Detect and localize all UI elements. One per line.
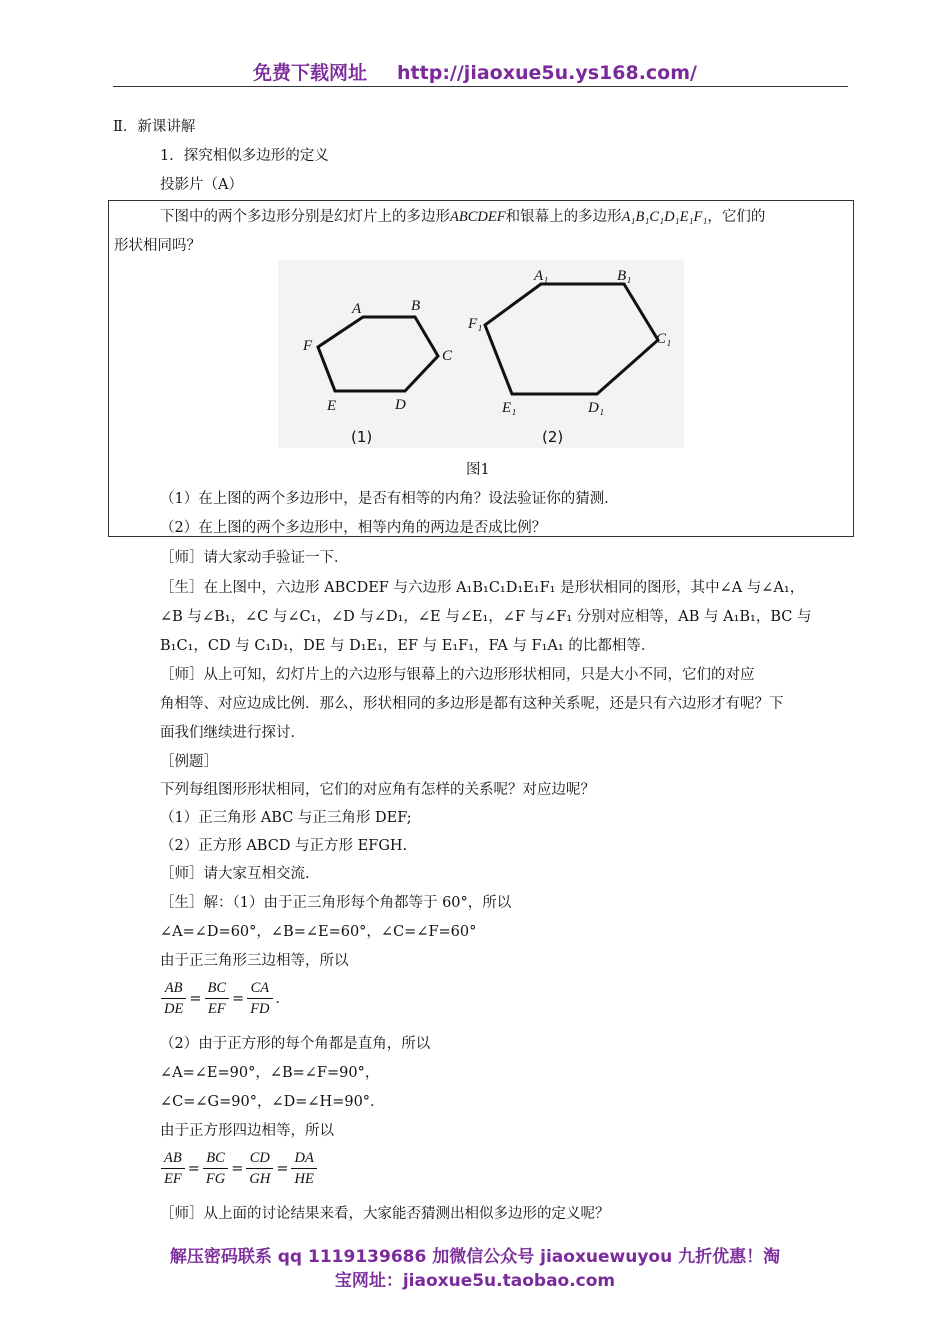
label-large-A: A₁: [534, 268, 549, 284]
student-solution-1: ［生］解：（1）由于正三角形每个角都等于 60°，所以: [160, 895, 512, 911]
square-angles-text: （2）由于正方形的每个角都是直角，所以: [160, 1036, 431, 1052]
intro-text-b: 和银幕上的多边形: [505, 209, 622, 225]
label-large-B: B₁: [617, 268, 632, 284]
teacher-line-2c: 面我们继续进行探讨．: [160, 725, 305, 741]
equals-sign: =: [187, 1160, 200, 1177]
label-figure-1: (1): [351, 428, 373, 446]
fraction-equation-2: [160, 1148, 318, 1189]
intro-text-a: 下图中的两个多边形分别是幻灯片上的多边形: [160, 209, 450, 225]
label-small-E: E: [327, 398, 337, 414]
label-small-B: B: [411, 298, 421, 314]
label-large-F: F₁: [468, 316, 483, 332]
page-header: [0, 58, 950, 85]
label-figure-2: (2): [542, 428, 564, 446]
fraction: $\frac{CD}{GH}$: [246, 1148, 273, 1189]
header-url[interactable]: http://jiaoxue5u.ys168.com/: [397, 62, 697, 84]
intro-polygon-2: A₁B₁C₁D₁E₁F₁: [621, 209, 708, 225]
equals-sign: =: [189, 990, 202, 1007]
label-large-D: D₁: [588, 400, 605, 416]
fraction-equation-1: [160, 978, 292, 1019]
teacher-line-2b: 角相等、对应边成比例．那么，形状相同的多边形是都有这种关系呢，还是只有六边形才有呢？下: [160, 696, 784, 712]
label-large-C: C₁: [656, 331, 672, 347]
teacher-line-3: ［师］请大家互相交流．: [160, 866, 320, 882]
label-small-C: C: [442, 348, 453, 364]
example-title: ［例题］: [160, 754, 218, 770]
square-sides-text: 由于正方形四边相等，所以: [160, 1123, 334, 1139]
box-intro-line1: [160, 207, 765, 227]
teacher-line-4: ［师］从上面的讨论结果来看，大家能否猜测出相似多边形的定义呢？: [160, 1206, 610, 1222]
fraction: $\frac{BC}{EF}$: [205, 978, 230, 1019]
example-item-1: （1）正三角形 ABC 与正三角形 DEF;: [160, 810, 412, 826]
header-divider: [113, 86, 848, 87]
example-item-2: （2）正方形 ABCD 与正方形 EFGH.: [160, 838, 408, 854]
equals-sign: =: [276, 1160, 289, 1177]
question-1: （1）在上图的两个多边形中，是否有相等的内角？设法验证你的猜测．: [160, 491, 619, 507]
figure-background: [278, 260, 684, 448]
label-large-E: E₁: [502, 400, 517, 416]
angles-square-b: ∠C=∠G=90°，∠D=∠H=90°．: [160, 1094, 385, 1110]
student-line-1c: B₁C₁，CD 与 C₁D₁，DE 与 D₁E₁，EF 与 E₁F₁，FA 与 F₁A₁ 的比都相等．: [160, 638, 656, 654]
equals-sign: =: [231, 1160, 244, 1177]
footer-line-1: 解压密码联系 qq 1119139686 加微信公众号 jiaoxuewuyou 九折优惠！淘: [169, 1247, 781, 1267]
period: ．: [275, 990, 291, 1007]
subsection-title: 1．探究相似多边形的定义: [160, 148, 329, 164]
intro-polygon-1: ABCDEF: [450, 209, 506, 225]
angles-square-a: ∠A=∠E=90°，∠B=∠F=90°，: [160, 1065, 380, 1081]
teacher-line-2a: ［师］从上可知，幻灯片上的六边形与银幕上的六边形形状相同，只是大小不同，它们的对应: [160, 667, 755, 683]
fraction: $\frac{AB}{EF}$: [161, 1148, 185, 1189]
fraction: $\frac{BC}{FG}$: [203, 1148, 228, 1189]
hexagon-figure: [278, 260, 684, 448]
equals-sign: =: [232, 990, 245, 1007]
question-2: （2）在上图的两个多边形中，相等内角的两边是否成比例？: [160, 520, 547, 536]
example-question: 下列每组图形形状相同，它们的对应角有怎样的关系呢？对应边呢？: [160, 782, 595, 798]
box-intro-line2: 形状相同吗？: [114, 238, 201, 254]
projection-label: 投影片（A）: [160, 177, 243, 193]
triangle-sides-text: 由于正三角形三边相等，所以: [160, 953, 349, 969]
header-title: 免费下载网址: [253, 62, 368, 84]
label-small-F: F: [303, 338, 313, 354]
fraction: $\frac{CA}{FD}$: [247, 978, 272, 1019]
section-title: Ⅱ．新课讲解: [113, 119, 196, 135]
student-line-1b: ∠B 与∠B₁，∠C 与∠C₁，∠D 与∠D₁，∠E 与∠E₁，∠F 与∠F₁ 分别对应相等，AB 与 A₁B₁，BC 与: [160, 609, 812, 625]
student-line-1a: ［生］在上图中，六边形 ABCDEF 与六边形 A₁B₁C₁D₁E₁F₁ 是形状相同的图形，其中∠A 与∠A₁，: [160, 580, 805, 596]
intro-text-c: ，它们的: [707, 209, 766, 225]
teacher-line-1: ［师］请大家动手验证一下．: [160, 550, 349, 566]
footer-line-2[interactable]: 宝网址：jiaoxue5u.taobao.com: [334, 1271, 616, 1291]
fraction: $\frac{AB}{DE}$: [161, 978, 186, 1019]
fraction: $\frac{DA}{HE}$: [291, 1148, 316, 1189]
figure-caption: 图1: [466, 462, 490, 478]
label-small-A: A: [352, 301, 362, 317]
label-small-D: D: [395, 397, 406, 413]
angles-triangle: ∠A=∠D=60°，∠B=∠E=60°，∠C=∠F=60°: [160, 924, 477, 940]
